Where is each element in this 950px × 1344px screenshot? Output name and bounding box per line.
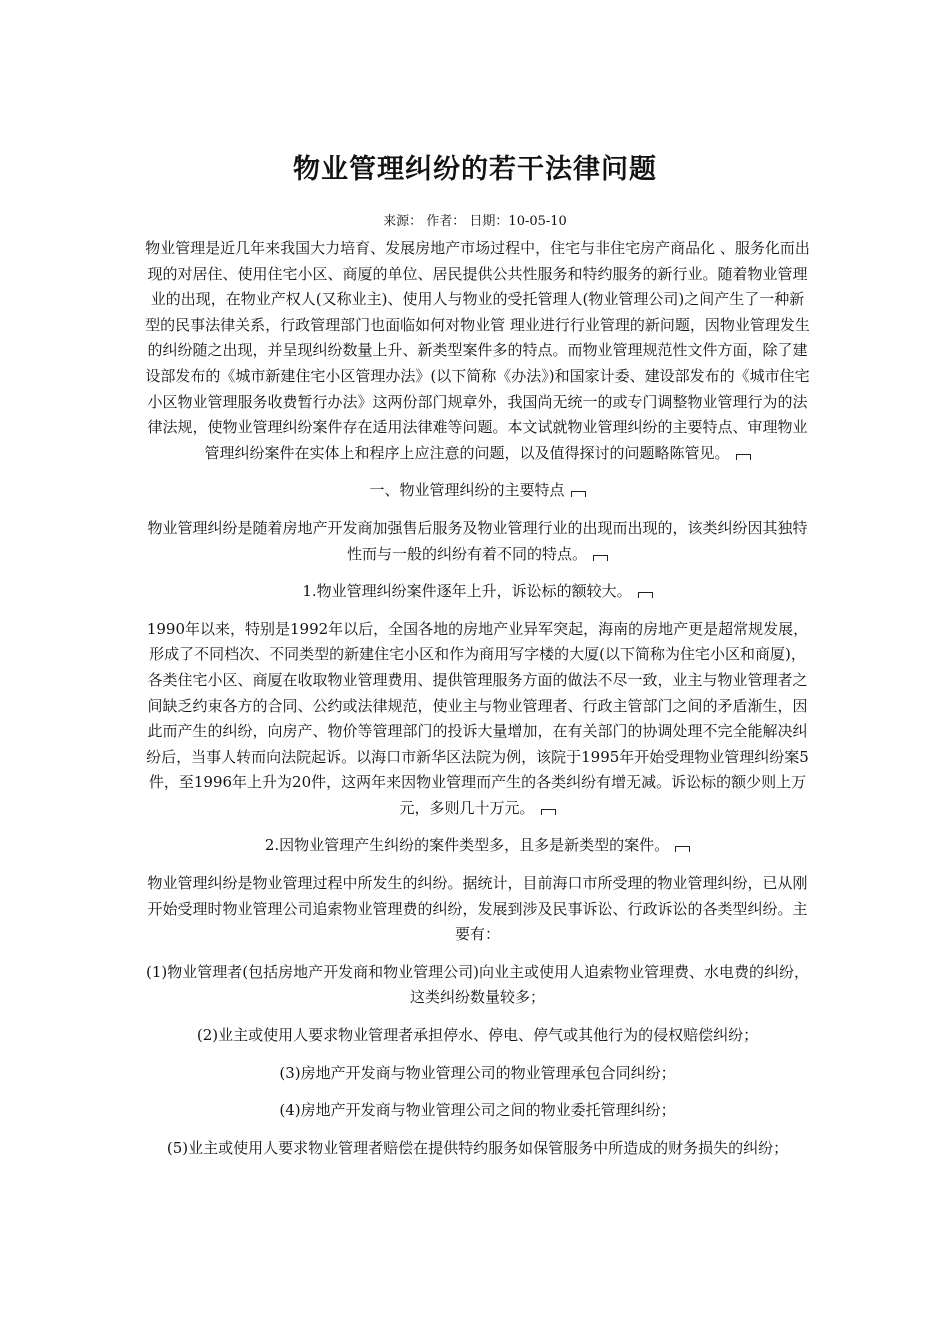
- list-item-text: (2)业主或使用人要求物业管理者承担停水、停电、停气或其他行为的侵权赔偿纠纷；: [196, 1026, 759, 1045]
- paragraph-mark-icon: [736, 454, 751, 460]
- paragraph-mark-icon: [541, 809, 556, 815]
- page-title: 物业管理纠纷的若干法律问题: [293, 154, 657, 185]
- paragraph: [145, 617, 810, 822]
- paragraph: [145, 871, 810, 948]
- paragraph-mark-icon: [571, 491, 586, 497]
- list-item: [145, 1061, 810, 1087]
- paragraph-mark-icon: [593, 555, 608, 561]
- paragraph-text: 物业管理纠纷是随着房地产开发商加强售后服务及物业管理行业的出现而出现的，该类纠纷因其独特性而与一般的纠纷有着不同的特点。: [147, 518, 808, 563]
- paragraph: [145, 516, 810, 567]
- list-item-text: (5)业主或使用人要求物业管理者赔偿在提供特约服务如保管服务中所造成的财务损失的纠纷；: [166, 1138, 789, 1157]
- subheading-text: 2.因物业管理产生纠纷的案件类型多，且多是新类型的案件。: [264, 836, 670, 855]
- paragraph-text: 物业管理是近几年来我国大力培育、发展房地产市场过程中，住宅与非住宅房产商品化 、服务化而出现的对居住、使用住宅小区、商厦的单位、居民提供公共性服务和特约服务的新行业。随着物业管理业的出现，在物业产权人(又称业主)、使用人与物业的受托管理人(物业管理公司)之间产生了一种新型的民事法律关系，行政管理部门也面临如何对物业管 理业进行行业管理的新问题，因物业管理发生的纠纷随之出现，并呈现纠纷数量上升、新类型案件多的特点。而物业管理规范性文件方面，除了建设部发布的《城市新建住宅小区管理办法》(以下简称《办法》)和国家计委、建设部发布的《城市住宅小区物业管理服务收费暂行办法》这两份部门规章外，我国尚无统一的或专门调整物业管理行为的法律法规，使物业管理纠纷案件存在适用法律难等问题。本文试就物业管理纠纷的主要特点、审理物业管理纠纷案件在实体上和程序上应注意的问题，以及值得探讨的问题略陈管见。: [145, 239, 810, 462]
- list-item: [145, 1098, 810, 1124]
- section-heading: [145, 478, 810, 504]
- subheading-text: 1.物业管理纠纷案件逐年上升，诉讼标的额较大。: [302, 582, 632, 601]
- subheading: [145, 833, 810, 859]
- list-item-text: (1)物业管理者(包括房地产开发商和物业管理公司)向业主或使用人追索物业管理费、水电费的纠纷，这类纠纷数量较多；: [146, 962, 809, 1007]
- list-item: [145, 960, 810, 1011]
- paragraph-text: 1990年以来，特别是1992年以后，全国各地的房地产业异军突起，海南的房地产更是超常规发展，形成了不同档次、不同类型的新建住宅小区和作为商用写字楼的大厦(以下简称为住宅小区和商厦)，各类住宅小区、商厦在收取物业管理费用、提供管理服务方面的做法不尽一致，业主与物业管理者之间缺乏约束各方的合同、公约或法律规范，使业主与物业管理者、行政主管部门之间的矛盾渐生，因此而产生的纠纷，向房产、物价等管理部门的投诉大量增加，在有关部门的协调处理不完全能解决纠纷后，当事人转而向法院起诉。以海口市新华区法院为例，该院于1995年开始受理物业管理纠纷案5件，至1996年上升为20件，这两年来因物业管理而产生的各类纠纷有增无减。诉讼标的额少则上万元，多则几十万元。: [146, 619, 809, 817]
- paragraph-mark-icon: [638, 592, 653, 598]
- list-item-text: (3)房地产开发商与物业管理公司的物业管理承包合同纠纷；: [279, 1063, 676, 1082]
- list-item: [145, 1023, 810, 1049]
- paragraph-text: 物业管理纠纷是物业管理过程中所发生的纠纷。据统计，目前海口市所受理的物业管理纠纷，已从刚开始受理时物业管理公司追索物业管理费的纠纷，发展到涉及民事诉讼、行政诉讼的各类型纠纷。主要有：: [147, 874, 808, 944]
- paragraph-mark-icon: [675, 846, 690, 852]
- list-item-text: (4)房地产开发商与物业管理公司之间的物业委托管理纠纷；: [279, 1101, 676, 1120]
- heading-text: 一、物业管理纠纷的主要特点: [369, 481, 565, 500]
- intro-paragraph: [145, 236, 810, 466]
- article-meta: 来源： 作者： 日期：10-05-10: [383, 214, 567, 229]
- article-body: [145, 236, 810, 1161]
- subheading: [145, 579, 810, 605]
- list-item: [145, 1136, 810, 1162]
